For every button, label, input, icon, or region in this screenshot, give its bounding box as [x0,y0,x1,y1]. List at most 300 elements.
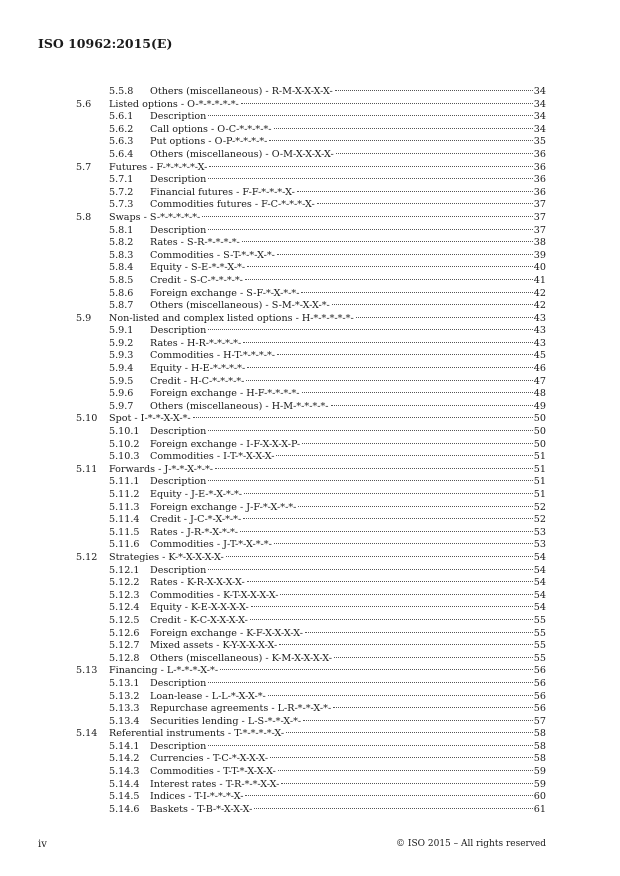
toc-entry-title-line [150,602,546,615]
toc-entry-title: Put options - O-P-*-*-*-*- [150,136,268,148]
toc-entry-number: 5.9.2 [109,337,134,349]
toc-entry-page: 36 [533,161,546,173]
toc-entry-title-line [150,502,546,515]
toc-entry[interactable] [76,313,546,326]
toc-entry-number: 5.12.4 [109,602,140,614]
toc-entry-number: 5.9.7 [109,400,134,412]
toc-dot-leader [269,140,532,141]
toc-entry-page: 47 [533,375,546,387]
toc-entry[interactable] [76,199,546,212]
toc-entry[interactable] [76,250,546,263]
toc-entry[interactable] [76,426,546,439]
toc-dot-leader [336,153,533,154]
toc-entry-page: 38 [533,237,546,249]
toc-entry[interactable] [76,628,546,641]
toc-entry-number: 5.6.2 [109,123,134,135]
toc-entry-page: 50 [533,413,546,425]
toc-entry-title-line [150,225,546,238]
toc-entry-title-line [150,136,546,149]
toc-entry[interactable] [76,212,546,225]
toc-entry-number: 5.14 [76,728,98,740]
toc-entry-title: Interest rates - T-R-*-*-X-X- [150,778,280,790]
toc-dot-leader [208,569,532,570]
toc-entry-page: 54 [533,551,546,563]
toc-entry-title: Foreign exchange - K-F-X-X-X-X- [150,627,304,639]
toc-dot-leader [208,229,532,230]
toc-entry-title: Description [150,564,207,576]
toc-entry-number: 5.12 [76,551,98,563]
toc-entry-title-line [150,250,546,263]
toc-dot-leader [208,178,532,179]
toc-entry[interactable] [76,350,546,363]
toc-entry-title: Description [150,677,207,689]
toc-entry-title-line [150,741,546,754]
toc-entry-page: 50 [533,426,546,438]
toc-entry-page: 42 [533,287,546,299]
toc-entry-page: 58 [533,740,546,752]
toc-dot-leader [281,783,532,784]
toc-entry-title-line [150,791,546,804]
toc-entry-page: 43 [533,312,546,324]
toc-entry[interactable] [76,300,546,313]
toc-entry-title: Foreign exchange - J-F-*-X-*-*- [150,501,297,513]
toc-entry[interactable] [76,728,546,741]
toc-entry-title: Credit - S-C-*-*-*-*- [150,274,243,286]
toc-entry-title-line [109,552,546,565]
toc-dot-leader [334,657,533,658]
toc-entry[interactable] [76,577,546,590]
toc-dot-leader [193,417,533,418]
toc-entry-number: 5.14.5 [109,791,140,803]
toc-entry[interactable] [76,338,546,351]
toc-entry-number: 5.11 [76,463,98,475]
toc-entry-number: 5.7.2 [109,186,134,198]
toc-entry-title-line [109,162,546,175]
toc-entry-title-line [150,590,546,603]
toc-entry[interactable] [76,86,546,99]
toc-entry-page: 41 [533,274,546,286]
toc-entry-page: 54 [533,564,546,576]
toc-entry-number: 5.14.6 [109,803,140,815]
toc-entry-title-line [150,628,546,641]
toc-entry-title: Foreign exchange - S-F-*-X-*-*- [150,287,300,299]
toc-entry-number: 5.10.1 [109,426,140,438]
toc-entry-page: 56 [533,677,546,689]
toc-entry-title: Others (miscellaneous) - O-M-X-X-X-X- [150,148,334,160]
toc-entry-title: Others (miscellaneous) - K-M-X-X-X-X- [150,652,333,664]
toc-entry[interactable] [76,653,546,666]
toc-entry-title-line [150,237,546,250]
toc-entry-page: 36 [533,174,546,186]
toc-entry-title-line [150,489,546,502]
toc-dot-leader [215,468,533,469]
toc-entry-title-line [150,288,546,301]
toc-entry-title-line [150,439,546,452]
toc-entry-title-line [150,124,546,137]
toc-entry[interactable] [76,413,546,426]
toc-entry[interactable] [76,237,546,250]
toc-entry-number: 5.14.3 [109,766,140,778]
toc-dot-leader [226,556,533,557]
toc-entry-number: 5.13.2 [109,690,140,702]
toc-entry-title: Indices - T-I-*-*-*-X- [150,791,244,803]
toc-dot-leader [331,405,533,406]
toc-entry[interactable] [76,615,546,628]
toc-dot-leader [276,455,532,456]
toc-entry-title: Others (miscellaneous) - H-M-*-*-*-*- [150,400,329,412]
toc-entry[interactable] [76,753,546,766]
toc-entry[interactable] [76,804,546,817]
toc-dot-leader [241,103,533,104]
toc-entry-number: 5.9.3 [109,350,134,362]
toc-entry-page: 34 [533,98,546,110]
toc-entry[interactable] [76,539,546,552]
toc-entry-title: Credit - K-C-X-X-X-X- [150,614,248,626]
toc-entry-title-line [150,350,546,363]
toc-entry[interactable] [76,565,546,578]
toc-entry-title-line [150,691,546,704]
toc-entry-title-line [150,653,546,666]
toc-entry-title-line [109,212,546,225]
toc-dot-leader [303,720,533,721]
toc-entry-page: 40 [533,262,546,274]
toc-entry[interactable] [76,602,546,615]
toc-entry-title-line [150,174,546,187]
toc-dot-leader [333,707,533,708]
toc-dot-leader [244,493,533,494]
toc-entry-title: Credit - J-C-*-X-*-*- [150,514,242,526]
toc-entry-page: 54 [533,602,546,614]
toc-entry[interactable] [76,766,546,779]
toc-dot-leader [332,304,533,305]
toc-entry-page: 52 [533,514,546,526]
toc-entry[interactable] [76,502,546,515]
toc-dot-leader [301,292,532,293]
toc-entry-page: 51 [533,476,546,488]
toc-entry-title-line [150,388,546,401]
toc-entry-number: 5.5.8 [109,86,134,97]
table-of-contents [76,86,546,816]
toc-entry-number: 5.9.1 [109,325,134,337]
toc-dot-leader [298,506,532,507]
toc-entry-page: 59 [533,766,546,778]
toc-entry-number: 5.12.6 [109,627,140,639]
toc-entry-title: Commodities futures - F-C-*-*-*-X- [150,199,315,211]
toc-dot-leader [280,594,532,595]
toc-entry-title: Rates - K-R-X-X-X-X- [150,577,245,589]
toc-entry-page: 51 [533,489,546,500]
toc-entry-title-line [150,703,546,716]
toc-entry-number: 5.9.5 [109,375,134,387]
toc-entry-number: 5.14.4 [109,778,140,790]
toc-entry-title: Equity - S-E-*-*-X-*- [150,262,246,274]
toc-entry-page: 36 [533,148,546,160]
toc-entry-title-line [150,716,546,729]
toc-entry-page: 37 [533,211,546,223]
toc-dot-leader [245,279,533,280]
toc-dot-leader [208,329,532,330]
toc-entry-number: 5.10 [76,413,98,425]
toc-entry-title-line [109,665,546,678]
toc-entry-page: 55 [533,627,546,639]
toc-entry[interactable] [76,136,546,149]
toc-entry-title-line [150,325,546,338]
toc-entry-title: Commodities - I-T-*-X-X-X- [150,451,275,463]
toc-entry-title-line [150,615,546,628]
toc-entry-title: Description [150,325,207,337]
toc-dot-leader [356,317,533,318]
toc-entry[interactable] [76,640,546,653]
toc-entry-title: Forwards - J-*-*-X-*-*- [109,463,214,475]
toc-entry-title: Description [150,426,207,438]
toc-entry-title: Foreign exchange - H-F-*-*-*-*- [150,388,300,400]
toc-entry-number: 5.8 [76,211,92,223]
toc-dot-leader [286,732,533,733]
toc-entry-page: 39 [533,249,546,261]
toc-dot-leader [250,619,533,620]
toc-entry[interactable] [76,703,546,716]
toc-entry-number: 5.6.4 [109,148,134,160]
toc-entry-title: Description [150,476,207,488]
toc-dot-leader [277,354,533,355]
toc-entry[interactable] [76,187,546,200]
toc-entry-title: Financial futures - F-F-*-*-*-X- [150,186,295,198]
toc-entry-page: 35 [533,136,546,148]
toc-entry[interactable] [76,779,546,792]
toc-entry-number: 5.8.3 [109,249,134,261]
toc-entry-number: 5.14.1 [109,740,140,752]
toc-entry[interactable] [76,388,546,401]
copyright-notice: © ISO 2015 – All rights reserved [396,839,546,849]
toc-entry-number: 5.8.1 [109,224,134,236]
toc-entry-page: 53 [533,526,546,538]
toc-entry-title: Spot - I-*-*-X-X-*- [109,413,191,425]
toc-entry-number: 5.8.5 [109,274,134,286]
toc-entry-title-line [150,86,546,99]
toc-entry[interactable] [76,99,546,112]
toc-dot-leader [335,90,533,91]
toc-entry-title-line [150,300,546,313]
toc-entry-page: 42 [533,300,546,312]
toc-entry-page: 43 [533,325,546,337]
toc-entry-page: 60 [533,791,546,803]
toc-entry-title-line [150,363,546,376]
toc-entry-number: 5.10.2 [109,438,140,450]
toc-entry-title-line [150,426,546,439]
toc-entry-page: 49 [533,400,546,412]
toc-entry-page: 37 [533,224,546,236]
toc-entry-page: 53 [533,539,546,551]
toc-entry-number: 5.8.4 [109,262,134,274]
toc-entry-number: 5.13.3 [109,703,140,715]
toc-entry-number: 5.8.7 [109,300,134,312]
toc-entry[interactable] [76,464,546,477]
toc-entry-title: Others (miscellaneous) - S-M-*-X-X-*- [150,300,330,312]
toc-entry-title-line [150,779,546,792]
toc-dot-leader [268,695,533,696]
toc-entry-title: Equity - J-E-*-X-*-*- [150,489,243,500]
toc-entry[interactable] [76,225,546,238]
toc-entry[interactable] [76,590,546,603]
toc-entry-number: 5.12.8 [109,652,140,664]
toc-entry-title: Referential instruments - T-*-*-*-*-X- [109,728,285,740]
toc-entry[interactable] [76,262,546,275]
toc-entry-page: 55 [533,614,546,626]
toc-entry-number: 5.9.6 [109,388,134,400]
toc-dot-leader [302,443,533,444]
toc-dot-leader [317,203,533,204]
toc-entry[interactable] [76,489,546,502]
toc-entry-title: Commodities - S-T-*-*-X-*- [150,249,275,261]
toc-entry-title-line [150,338,546,351]
toc-dot-leader [246,380,532,381]
page-number: iv [38,839,47,850]
toc-entry-number: 5.6 [76,98,92,110]
toc-dot-leader [202,216,533,217]
toc-entry-title-line [150,804,546,817]
toc-dot-leader [302,392,533,393]
toc-entry[interactable] [76,376,546,389]
toc-entry[interactable] [76,451,546,464]
toc-entry-number: 5.7 [76,161,92,173]
toc-entry-page: 57 [533,715,546,727]
toc-entry-title-line [150,527,546,540]
toc-dot-leader [208,430,532,431]
toc-entry-title: Call options - O-C-*-*-*-*- [150,123,272,135]
toc-entry-title: Financing - L-*-*-*-X-*- [109,665,219,677]
toc-entry-title-line [109,728,546,741]
toc-entry-title: Listed options - O-*-*-*-*-*- [109,98,239,110]
toc-entry-title-line [150,111,546,124]
toc-dot-leader [274,543,533,544]
toc-dot-leader [220,669,533,670]
toc-entry-number: 5.6.3 [109,136,134,148]
toc-entry-title-line [150,187,546,200]
toc-entry[interactable] [76,678,546,691]
toc-entry[interactable] [76,111,546,124]
toc-entry-title-line [150,376,546,389]
toc-entry[interactable] [76,527,546,540]
toc-dot-leader [305,632,533,633]
toc-entry-title-line [150,476,546,489]
toc-entry-page: 58 [533,753,546,765]
toc-dot-leader [247,581,533,582]
toc-entry[interactable] [76,439,546,452]
toc-entry-title-line [150,199,546,212]
document-id-header: ISO 10962:2015(E) [38,36,173,51]
toc-entry-number: 5.8.2 [109,237,134,249]
toc-entry-page: 51 [533,463,546,475]
toc-entry[interactable] [76,401,546,414]
toc-entry-number: 5.11.4 [109,514,140,526]
toc-dot-leader [247,367,533,368]
toc-entry[interactable] [76,552,546,565]
toc-dot-leader [247,266,533,267]
toc-entry-number: 5.6.1 [109,111,134,123]
toc-entry-number: 5.13.4 [109,715,140,727]
toc-dot-leader [208,682,532,683]
toc-entry-title-line [150,678,546,691]
toc-entry-title: Equity - H-E-*-*-*-*- [150,363,246,375]
toc-entry-title: Securities lending - L-S-*-*-X-*- [150,715,302,727]
toc-entry-title-line [150,401,546,414]
toc-entry[interactable] [76,791,546,804]
toc-entry[interactable] [76,275,546,288]
toc-entry-title-line [150,539,546,552]
toc-dot-leader [208,480,532,481]
toc-entry[interactable] [76,716,546,729]
toc-entry-page: 59 [533,778,546,790]
toc-entry-title-line [150,275,546,288]
toc-dot-leader [245,795,532,796]
toc-entry-page: 50 [533,438,546,450]
toc-entry[interactable] [76,514,546,527]
toc-entry[interactable] [76,149,546,162]
toc-entry[interactable] [76,665,546,678]
toc-entry-number: 5.12.5 [109,614,140,626]
toc-entry-number: 5.11.3 [109,501,140,513]
toc-dot-leader [208,115,532,116]
toc-entry-page: 46 [533,363,546,375]
toc-dot-leader [209,166,532,167]
toc-entry-title: Commodities - K-T-X-X-X-X- [150,589,279,601]
toc-entry-title: Rates - S-R-*-*-*-*- [150,237,240,249]
toc-entry-title: Description [150,174,207,186]
toc-entry-title: Loan-lease - L-L-*-X-X-*- [150,690,266,702]
toc-entry-page: 52 [533,501,546,513]
toc-entry[interactable] [76,162,546,175]
toc-entry-title: Currencies - T-C-*-X-X-X- [150,753,269,765]
toc-dot-leader [251,606,533,607]
toc-entry[interactable] [76,476,546,489]
toc-dot-leader [274,128,533,129]
toc-entry-title: Baskets - T-B-*-X-X-X- [150,803,253,815]
toc-entry-number: 5.8.6 [109,287,134,299]
toc-dot-leader [278,770,533,771]
toc-entry[interactable] [76,174,546,187]
toc-entry-number: 5.7.3 [109,199,134,211]
toc-entry-title: Rates - J-R-*-X-*-*- [150,526,239,538]
toc-entry-number: 5.9 [76,312,92,324]
toc-entry-page: 45 [533,350,546,362]
toc-entry-number: 5.9.4 [109,363,134,375]
toc-entry-number: 5.7.1 [109,174,134,186]
toc-entry[interactable] [76,741,546,754]
toc-dot-leader [279,644,533,645]
toc-dot-leader [242,241,533,242]
toc-entry-page: 34 [533,86,546,97]
toc-entry[interactable] [76,691,546,704]
toc-entry-page: 55 [533,640,546,652]
toc-entry-title: Foreign exchange - I-F-X-X-X-P- [150,438,301,450]
toc-entry[interactable] [76,325,546,338]
toc-entry-page: 37 [533,199,546,211]
toc-entry-title-line [150,753,546,766]
toc-dot-leader [254,808,532,809]
toc-entry-title-line [109,413,546,426]
toc-dot-leader [240,531,533,532]
toc-entry[interactable] [76,363,546,376]
toc-entry-title-line [109,464,546,477]
toc-entry-title: Strategies - K-*-X-X-X-X- [109,551,224,563]
toc-entry-page: 51 [533,451,546,463]
toc-entry-page: 36 [533,186,546,198]
toc-entry[interactable] [76,124,546,137]
toc-entry[interactable] [76,288,546,301]
toc-entry-number: 5.10.3 [109,451,140,463]
toc-entry-title: Futures - F-*-*-*-*-X- [109,161,208,173]
toc-entry-page: 56 [533,703,546,715]
